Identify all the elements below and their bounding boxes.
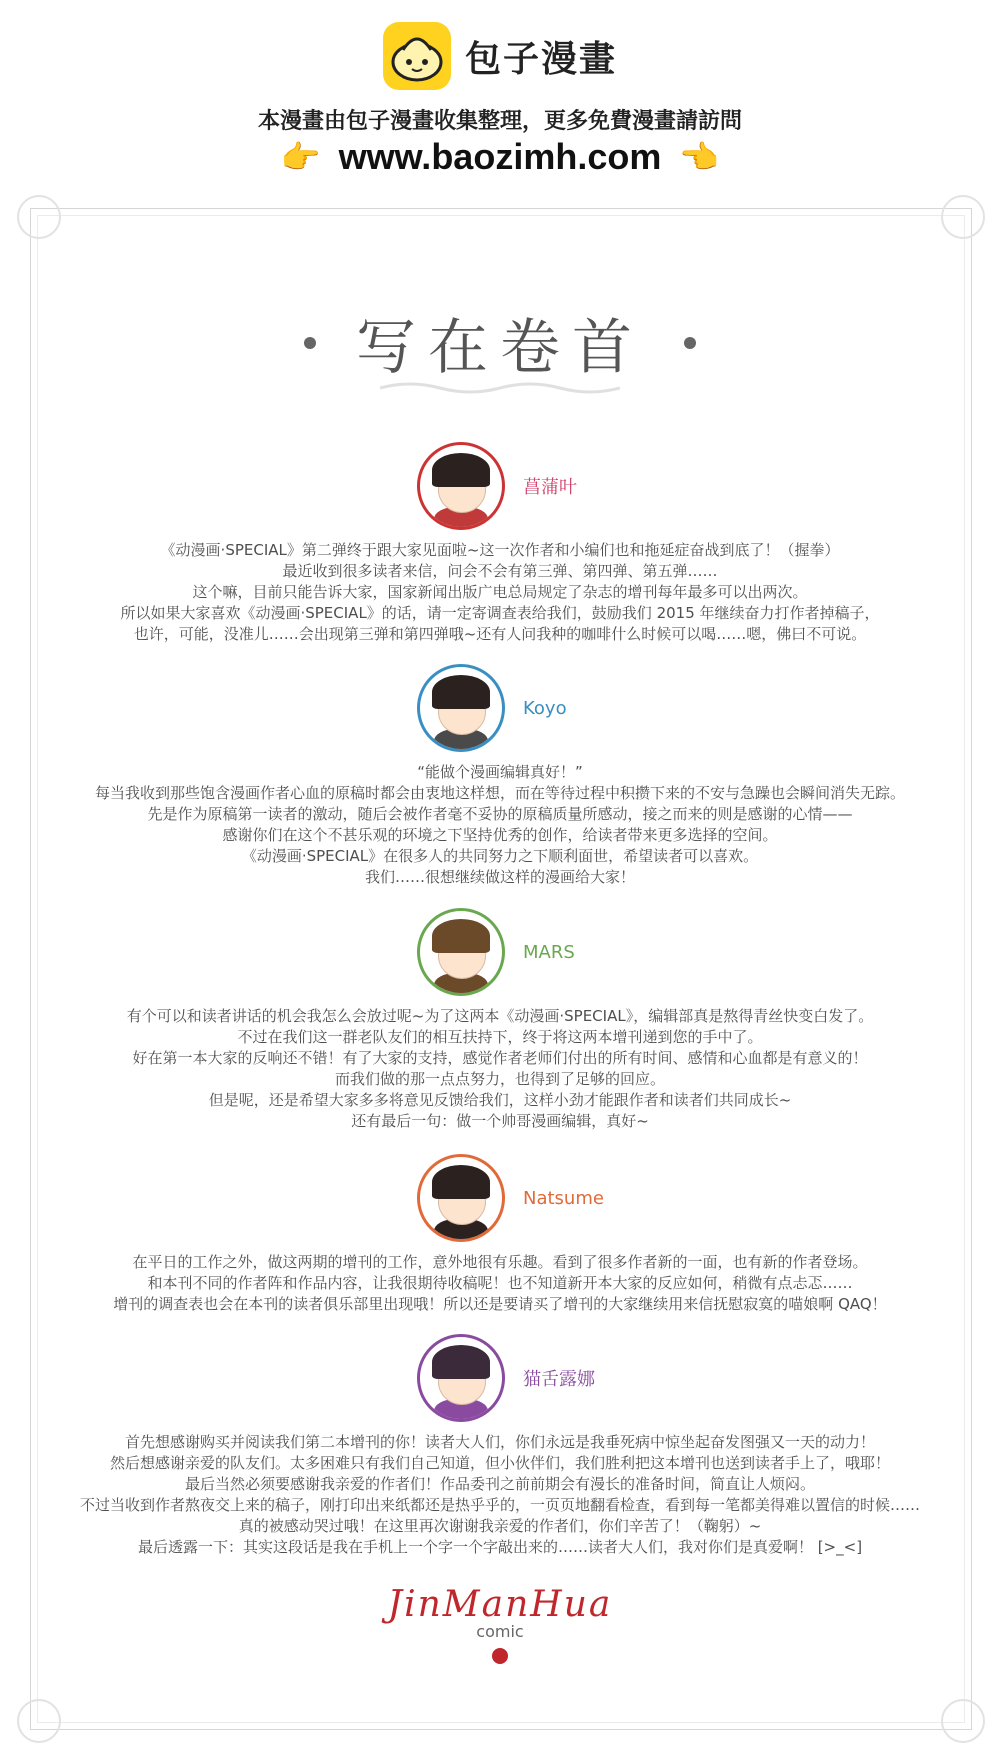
author-avatar (417, 442, 505, 530)
note-text (60, 540, 940, 645)
text-line: 这个嘛，目前只能告诉大家，国家新闻出版广电总局规定了杂志的增刊每年最多可以出两次。 (192, 583, 808, 601)
text-line: 我们……很想继续做这样的漫画给大家！ (364, 868, 635, 886)
page-number-mark-icon (492, 1648, 508, 1664)
editor-note-section (60, 908, 940, 1132)
text-line: 最近收到很多读者来信，问会不会有第三弹、第四弹、第五弹…… (282, 562, 718, 580)
text-line: 有个可以和读者讲话的机会我怎么会放过呢~为了这两本《动漫画·SPECIAL》，编辑部真是熬得青丝快变白发了。 (126, 1007, 874, 1025)
text-line: “能做个漫画编辑真好！” (417, 763, 583, 781)
author-avatar (417, 1154, 505, 1242)
text-line: 《动漫画·SPECIAL》第二弹终于跟大家见面啦~这一次作者和小编们也和拖延症奋战到底了！（握拳） (160, 541, 840, 559)
text-line: 还有最后一句：做一个帅哥漫画编辑，真好~ (351, 1112, 649, 1130)
publisher-logo: JinManHua (387, 1584, 613, 1625)
site-notice: 本漫畫由包子漫畫收集整理，更多免費漫畫請訪問 (257, 109, 742, 134)
text-line: 真的被感动哭过哦！在这里再次谢谢我亲爱的作者们，你们辛苦了！（鞠躬）~ (238, 1517, 762, 1535)
text-line: 但是呢，还是希望大家多多将意见反馈给我们，这样小劲才能跟作者和读者们共同成长~ (208, 1091, 792, 1109)
text-line: 最后当然必须要感谢我亲爱的作者们！作品委刊之前前期会有漫长的准备时间，简直让人烦闷。 (184, 1475, 815, 1493)
logo-row (0, 22, 1000, 90)
note-text (60, 1432, 940, 1558)
text-line: 每当我收到那些饱含漫画作者心血的原稿时都会由衷地这样想，而在等待过程中积攒下来的不安与急躁也会瞬间消失无踪。 (94, 784, 905, 802)
text-line: 和本刊不同的作者阵和作品内容，让我很期待收稿呢！也不知道新开本大家的反应如何，稍微有点忐忑…… (147, 1274, 853, 1292)
author-avatar (417, 908, 505, 996)
author-name: Koyo (523, 697, 567, 719)
text-line: 首先想感谢购买并阅读我们第二本增刊的你！读者大人们，你们永远是我垂死病中惊坐起奋发图强又一天的动力！ (124, 1433, 875, 1451)
frame-corner-ornament (17, 1699, 61, 1743)
author-avatar (417, 664, 505, 752)
text-line: 好在第一本大家的反响还不错！有了大家的支持，感觉作者老师们付出的所有时间、感情和心血都是有意义的！ (132, 1049, 868, 1067)
frame-corner-ornament (941, 195, 985, 239)
site-name: 包子漫畫 (464, 38, 617, 80)
text-line: 不过当收到作者熬夜交上来的稿子，刚打印出来纸都还是热乎乎的，一页页地翻看检查，看到每一笔都美得难以置信的时候…… (79, 1496, 920, 1514)
site-header (0, 0, 1000, 200)
author-name: 猫舌露娜 (523, 1369, 595, 1390)
site-url-link[interactable]: www.baozimh.com (338, 136, 662, 177)
baozi-logo-icon (383, 22, 451, 90)
editor-note-section (60, 442, 940, 645)
url-row (0, 136, 1000, 178)
author-row (120, 1334, 940, 1422)
text-line: 所以如果大家喜欢《动漫画·SPECIAL》的话，请一定寄调查表给我们，鼓励我们 2015 年继续奋力打作者掉稿子， (120, 604, 880, 622)
author-name: Natsume (523, 1187, 604, 1209)
text-line: 感谢你们在这个不甚乐观的环境之下坚持优秀的创作，给读者带来更多选择的空间。 (222, 826, 778, 844)
author-row (120, 442, 940, 530)
text-line: 而我们做的那一点点努力，也得到了足够的回应。 (334, 1070, 665, 1088)
note-text (60, 1006, 940, 1132)
editor-note-section (60, 664, 940, 888)
note-text (60, 1252, 940, 1315)
author-avatar (417, 1334, 505, 1422)
title-dot-icon (684, 337, 696, 349)
author-row (120, 908, 940, 996)
text-line: 《动漫画·SPECIAL》在很多人的共同努力之下顺利面世，希望读者可以喜欢。 (241, 847, 759, 865)
text-line: 增刊的调查表也会在本刊的读者俱乐部里出现哦！所以还是要请买了增刊的大家继续用来信抚慰寂寞的喵娘啊 QAQ！ (113, 1295, 887, 1313)
frame-corner-ornament (17, 195, 61, 239)
publisher-logo-sub: comic (476, 1622, 524, 1641)
author-name: MARS (523, 941, 575, 963)
page-title-row (0, 300, 1000, 386)
editor-note-section (60, 1334, 940, 1558)
text-line: 在平日的工作之外，做这两期的增刊的工作，意外地很有乐趣。看到了很多作者新的一面，也有新的作者登场。 (132, 1253, 868, 1271)
text-line: 然后想感谢亲爱的队友们。太多困难只有我们自己知道，但小伙伴们，我们胜利把这本增刊也送到读者手上了，哦耶！ (109, 1454, 890, 1472)
note-text (60, 762, 940, 888)
frame-corner-ornament (941, 1699, 985, 1743)
page-title: 写在卷首 (356, 313, 644, 383)
author-row (120, 1154, 940, 1242)
text-line: 不过在我们这一群老队友们的相互扶持下，终于将这两本增刊递到您的手中了。 (237, 1028, 763, 1046)
text-line: 先是作为原稿第一读者的激动，随后会被作者毫不妥协的原稿质量所感动，接之而来的则是感谢的心情—— (147, 805, 853, 823)
title-underline-ornament (380, 380, 620, 396)
pointing-right-hand-icon: 👉 (280, 138, 321, 176)
pointing-left-hand-icon: 👈 (679, 138, 720, 176)
text-line: 也许，可能，没准儿……会出现第三弹和第四弹哦~还有人问我种的咖啡什么时候可以喝……嗯，佛曰不可说。 (133, 625, 867, 643)
title-dot-icon (304, 337, 316, 349)
author-row (120, 664, 940, 752)
author-name: 菖蒲叶 (523, 477, 577, 498)
text-line: 最后透露一下：其实这段话是我在手机上一个字一个字敲出来的……读者大人们，我对你们是真爱啊！ [>_<] (137, 1538, 863, 1556)
editor-note-section (60, 1154, 940, 1315)
